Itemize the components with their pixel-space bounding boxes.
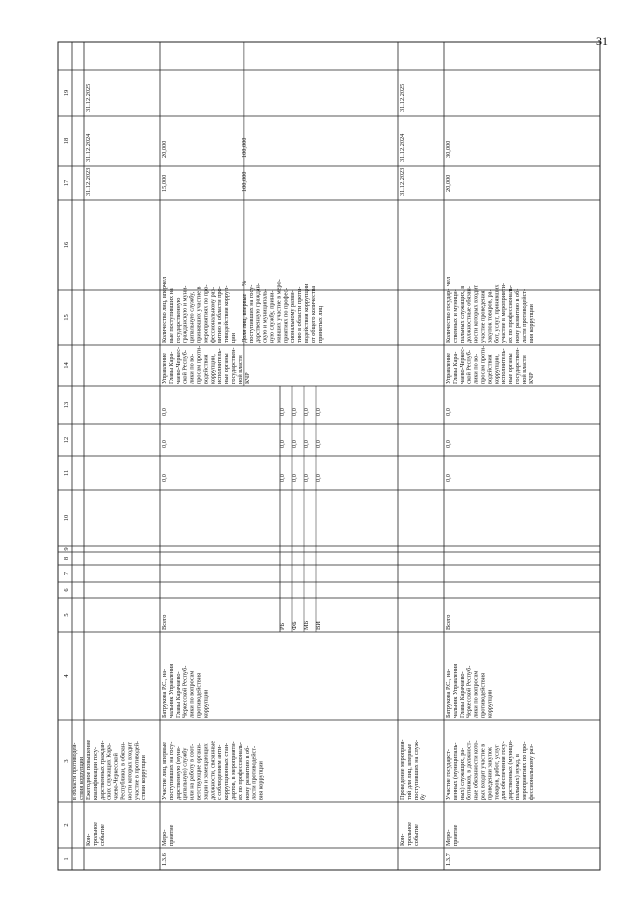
row-type-line: Кон- (85, 833, 92, 846)
indicator-text (241, 279, 324, 343)
funding-value: 0,0 (303, 474, 310, 482)
indicator-text-line: вые поступивших на (167, 288, 175, 343)
page-number: 31 (596, 34, 608, 48)
row-name-line: вия коррупции (257, 761, 265, 800)
row-executor-line: Главы Кара- (167, 351, 175, 384)
row-type (445, 824, 459, 846)
row-number: 1.3.7 (445, 853, 452, 866)
continued-col3-text (71, 743, 85, 800)
row-name-line: ные обязанности кото- (472, 740, 480, 800)
row-executor-line: ные органы (507, 353, 515, 384)
row-name-line: ветствующие органи- (195, 743, 203, 800)
indicator-text-line: Количество лиц, впер- (161, 283, 168, 343)
funding-value: 0,0 (445, 408, 452, 416)
row-type-line: приятие (451, 824, 459, 846)
funding-value: 0,0 (161, 474, 168, 482)
row-executor-line: КЧР (243, 372, 251, 384)
indicator-unit: % (240, 280, 248, 286)
indicator-text (445, 283, 535, 343)
indicator-text-line: гражданскую и муни- (181, 285, 189, 343)
column-number: 16 (63, 241, 70, 249)
indicator-text-line: государственную (174, 297, 182, 343)
row-executor-line: ской Респуб- (181, 350, 189, 384)
column-number: 11 (63, 469, 70, 477)
indicator-value: 15,000 (161, 174, 168, 192)
row-name-line: пальных) нужд, в (514, 754, 521, 800)
column-number: 13 (63, 401, 70, 409)
row-name (85, 739, 147, 800)
row-executor-line: исполнитель- (216, 348, 224, 384)
row-responsible (445, 664, 493, 718)
row-name-line: ципальную) службу (181, 747, 189, 800)
row-name-line: ных) служащих, ра- (458, 747, 466, 800)
indicator-text-line: принятых лиц (316, 305, 324, 343)
indicator-text-line: вия коррупции (527, 304, 535, 343)
funding-value: 0,0 (445, 440, 452, 448)
row-name-line: рых входит участие в (479, 743, 487, 800)
row-responsible-line: чальник Управления (451, 663, 459, 718)
indicator-text-line: ции (230, 333, 237, 343)
indicator-text-line: ственных и муници- (451, 289, 459, 343)
funding-value: 0,0 (315, 408, 322, 416)
continued-col3-text-line: ствия коррупции (78, 757, 85, 800)
indicator-text-line: тию в области проти- (296, 286, 304, 343)
indicator-text-line: дарственную граждан- (254, 283, 262, 343)
table-row-ks-2 (399, 84, 406, 196)
indicator-text-line: бот, услуг, принявших (493, 284, 501, 343)
row-type (161, 824, 175, 846)
row-name (399, 740, 427, 801)
row-responsible-line: Черкесской Респуб- (465, 665, 473, 718)
row-responsible-line: противодействия (479, 673, 487, 718)
row-executor (161, 346, 251, 384)
funding-value: 0,0 (161, 408, 168, 416)
row-executor-line: ской Респуб- (465, 350, 473, 384)
row-executor-line: Управление (445, 352, 452, 384)
row-executor-line: чаево-Черкес- (174, 346, 182, 384)
control-date: 31.12.2024 (399, 133, 406, 162)
indicator-text-line: ную службу, прини- (268, 290, 276, 343)
indicator-text-line: скую и муниципаль- (261, 288, 269, 343)
row-name-line: ласти противодейст- (250, 745, 258, 800)
funding-value: 0,0 (291, 440, 298, 448)
funding-value: 0,0 (445, 474, 452, 482)
indicator-text-line: от общего количества (309, 285, 317, 343)
continued-col3-text-line: в области противодей- (72, 742, 78, 800)
funding-value: 0,0 (279, 474, 286, 482)
row-name-line: мероприятиях по про- (520, 741, 528, 800)
row-executor-line: исполнитель- (500, 348, 508, 384)
row-responsible-line: Батрукова Р.С., на- (161, 668, 168, 718)
funding-value: 0,0 (291, 474, 298, 482)
indicator-unit: чел (161, 276, 168, 286)
column-number: 14 (63, 362, 70, 369)
row-name-line: Участие лиц, впервые (161, 742, 168, 800)
indicator-text-line: мероприятиях по про- (202, 284, 210, 343)
row-executor-line: Управление (161, 352, 168, 384)
indicator-text-line: витию в области про- (216, 286, 224, 343)
column-number: 6 (63, 588, 70, 592)
control-date: 31.12.2025 (85, 83, 92, 112)
funding-source: ВИ (315, 621, 322, 630)
indicator-text-line: участие проведения (479, 290, 487, 343)
indicator-text-line: ному развитию в об- (514, 288, 521, 343)
row-name-line: Участие государст- (445, 749, 452, 800)
funding-value: 0,0 (303, 440, 310, 448)
row-name-line: участие в противодей- (133, 741, 141, 800)
indicator-text-line: фессиональному раз- (209, 286, 217, 343)
row-responsible-line: коррупции (202, 689, 210, 718)
row-executor-line: чаево-Черкес- (458, 346, 466, 384)
row-name-line: поступивших на служ- (412, 739, 420, 800)
row-name-line: тий для лиц, впервые (405, 743, 413, 800)
indicator-value: 100,000 (240, 171, 248, 192)
control-date: 31.12.2024 (85, 133, 92, 162)
row-executor-line: ной власти (236, 355, 244, 384)
row-type-line: событие (98, 824, 106, 846)
row-executor-line: ной власти (520, 355, 528, 384)
row-executor-line: государствен- (514, 347, 521, 384)
row-name-line: ному развитию в об- (243, 745, 251, 800)
row-name (161, 741, 265, 800)
control-date: 31.12.2025 (399, 83, 406, 112)
row-executor-line: просам проти- (195, 345, 203, 384)
row-name-line: проведении закупок (486, 746, 494, 800)
indicator-text (161, 284, 237, 343)
indicator-text-line: ности которых входит (472, 284, 480, 343)
row-responsible-line: Батрукова Р.С., на- (445, 668, 452, 718)
row-type (399, 822, 420, 846)
row-type-line: Меро- (161, 829, 168, 846)
indicator-text-line: Доля лиц, впервые (240, 293, 248, 343)
funding-value: 0,0 (279, 440, 286, 448)
row-responsible-line: лики по вопросам (472, 670, 480, 718)
column-number: 2 (63, 823, 70, 827)
row-name-line: ботников, в должност- (465, 740, 473, 800)
indicator-value: 20,000 (445, 174, 452, 192)
indicator-text-line: тиводействия корруп- (223, 285, 231, 343)
indicator-text-line: участие в мероприяти- (500, 283, 508, 343)
row-executor (445, 346, 535, 384)
indicator-value: 20,000 (161, 140, 168, 158)
row-responsible (161, 664, 209, 718)
indicator-text-line: ласти противодейст- (520, 288, 528, 343)
indicator-text-line: закупок товаров, ра- (486, 289, 494, 343)
funding-source: МБ (303, 620, 310, 630)
row-name-line: Республики, в обязан- (119, 741, 127, 800)
row-executor-line: коррупции, (493, 354, 501, 384)
row-responsible-line: противодействия (195, 673, 203, 718)
row-name-line: ских служащих Кара- (105, 743, 113, 800)
indicator-text-line: принявших участие в (195, 286, 203, 343)
funding-value: 0,0 (161, 440, 168, 448)
row-type-line: Меро- (445, 829, 452, 846)
column-number: 1 (63, 857, 70, 861)
indicator-text-line: поступивших на госу- (247, 284, 255, 343)
row-name-line: венных (муниципаль- (451, 742, 459, 800)
indicator-unit: чел (445, 276, 452, 286)
funding-value: 0,0 (279, 408, 286, 416)
column-number: 15 (63, 314, 70, 321)
funding-source: Всего (161, 614, 168, 630)
row-executor-line: водействия (486, 354, 494, 384)
row-type-line: трольное (405, 821, 413, 846)
row-name-line: зации и замещающих (202, 743, 210, 800)
indicator-text-line: Количество государ- (445, 288, 452, 343)
row-type-line: Кон- (399, 833, 406, 846)
indicator-value: 100,000 (240, 137, 248, 158)
column-number: 10 (63, 514, 70, 522)
row-executor-line: лики по во- (188, 353, 196, 384)
column-number: 9 (63, 547, 70, 551)
row-responsible-line: Черкесской Респуб- (181, 665, 189, 718)
row-executor-line: Главы Кара- (451, 351, 459, 384)
row-name-line: коррупционных стан- (223, 742, 231, 800)
indicator-value: 30,000 (445, 140, 452, 158)
row-executor-line: лики по во- (472, 353, 480, 384)
row-type-line: событие (412, 824, 420, 846)
row-name-line: квалификации госу- (91, 747, 99, 800)
indicator-text-line: мавших участие в меро- (275, 279, 283, 343)
funding-value: 0,0 (315, 474, 322, 482)
row-type (85, 822, 106, 846)
row-responsible-line: лики по вопросам (188, 670, 196, 718)
column-number: 3 (63, 759, 70, 763)
row-responsible-line: Главы Карачаево- (458, 671, 466, 718)
indicator-text-line: водействия коррупции (303, 283, 310, 343)
indicator-text-line: должностные обязан- (465, 286, 473, 343)
indicator-text-line: ципальную службу, (188, 291, 196, 343)
column-number: 18 (63, 137, 70, 145)
row-name-line: ях по профессиональ- (236, 742, 244, 800)
row-number: 1.3.6 (161, 853, 168, 866)
funding-source: РБ (279, 622, 286, 630)
row-name (445, 740, 535, 800)
funding-value: 0,0 (315, 440, 322, 448)
row-name-line: должности, связанные (209, 740, 217, 800)
column-number: 19 (63, 89, 70, 97)
row-name-line: товаров, работ, услуг (493, 744, 501, 800)
row-name-line: дарственных граждан- (98, 740, 106, 800)
row-executor-line: водействия (202, 354, 210, 384)
row-executor-line: просам проти- (479, 345, 487, 384)
indicator-text-line: ях по профессиональ- (507, 285, 515, 343)
column-number: 12 (63, 436, 70, 444)
funding-value: 0,0 (291, 408, 298, 416)
row-responsible-line: чальник Управления (167, 663, 175, 718)
control-date: 31.12.2023 (85, 167, 92, 196)
row-responsible-line: коррупции (486, 689, 494, 718)
column-number: 7 (63, 571, 70, 576)
row-executor-line: КЧР (527, 372, 535, 384)
indicator-text-line: приятиях по профес- (282, 287, 290, 343)
row-name-line: или на работу в соот- (188, 743, 196, 800)
row-type-line: приятие (167, 824, 175, 846)
indicator-text-line: сиональному разви- (289, 290, 297, 343)
row-executor-line: государствен- (230, 347, 237, 384)
row-name-line: с соблюдением анти- (216, 744, 224, 800)
row-name-line: дартов, в мероприяти- (230, 741, 237, 800)
table-row-ks-1 (85, 84, 92, 196)
row-name-line: дарственную (муни- (174, 746, 182, 800)
row-name-line: чаево-Черкесской (112, 753, 120, 800)
column-number: 5 (63, 613, 70, 617)
row-responsible-line: Главы Карачаево- (174, 671, 182, 718)
funding-source: ФБ (291, 621, 298, 630)
row-name-line: Ежегодное повышение (85, 739, 92, 800)
column-number: 17 (63, 179, 70, 187)
funding-value: 0,0 (303, 408, 310, 416)
column-number: 4 (63, 674, 70, 678)
row-name-line: Проведение мероприя- (399, 739, 406, 800)
row-name-line: дарственных (муници- (507, 740, 515, 800)
funding-source: Всего (445, 614, 452, 630)
column-number: 8 (63, 556, 70, 561)
row-name-line: для обеспечения госу- (500, 741, 508, 800)
row-name-line: фессиональному раз- (527, 743, 535, 800)
row-executor-line: ные органы (223, 353, 231, 384)
row-executor-line: коррупции, (209, 354, 217, 384)
row-type-line: трольное (91, 821, 99, 846)
row-name-line: бу (419, 793, 427, 800)
row-name-line: ствии коррупции (140, 755, 148, 800)
indicator-text-line: пальных служащих, в (458, 285, 466, 343)
row-name-line: ности которых входит (126, 741, 134, 800)
control-date: 31.12.2023 (399, 167, 406, 196)
row-name-line: поступивших на госу- (167, 741, 175, 800)
